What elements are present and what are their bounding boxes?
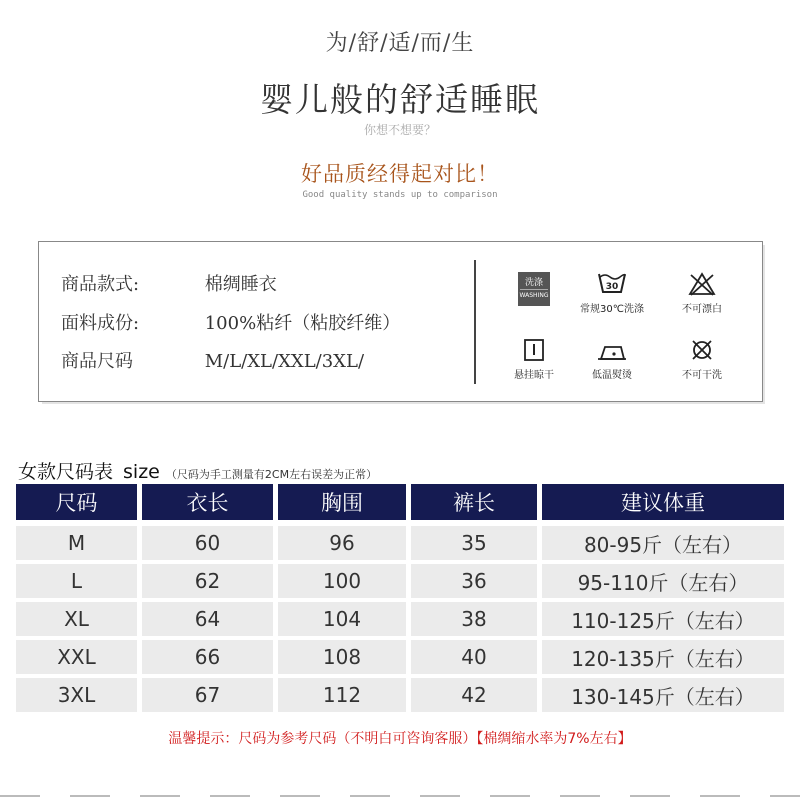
care-low-iron bbox=[573, 334, 651, 381]
table-cell: L bbox=[16, 564, 137, 598]
care-label: 不可漂白 bbox=[682, 304, 722, 315]
table-cell: 130-145斤（左右） bbox=[542, 678, 784, 712]
care-no-bleach bbox=[663, 268, 741, 315]
care-hang-dry bbox=[495, 334, 573, 381]
table-cell: 66 bbox=[142, 640, 273, 674]
washing-label-icon: 洗涤 WASHING bbox=[518, 272, 550, 306]
table-cell: 100 bbox=[278, 564, 406, 598]
care-wash-30 bbox=[573, 268, 651, 315]
quality-slogan-en: Good quality stands up to comparison bbox=[302, 190, 498, 200]
table-cell: XXL bbox=[16, 640, 137, 674]
table-cell: 80-95斤（左右） bbox=[542, 526, 784, 560]
table-header-cell: 胸围 bbox=[278, 484, 406, 520]
table-cell: 108 bbox=[278, 640, 406, 674]
info-row-sizes bbox=[61, 347, 364, 377]
info-row-style bbox=[61, 270, 277, 300]
info-label: 商品款式: bbox=[61, 274, 140, 295]
subtitle-question: 你想不想要？ bbox=[363, 123, 436, 137]
bottom-decoration bbox=[0, 795, 800, 797]
info-label: 商品尺码 bbox=[61, 351, 133, 372]
low-iron-icon bbox=[597, 342, 627, 362]
table-cell: 64 bbox=[142, 602, 273, 636]
table-cell: 62 bbox=[142, 564, 273, 598]
table-cell: XL bbox=[16, 602, 137, 636]
size-tip: 温馨提示：尺码为参考尺码（不明白可咨询客服）【棉绸缩水率为7%左右】 bbox=[168, 731, 632, 747]
table-cell: 35 bbox=[411, 526, 537, 560]
table-header-cell: 建议体重 bbox=[542, 484, 784, 520]
table-cell: 67 bbox=[142, 678, 273, 712]
info-value: M/L/XL/XXL/3XL/ bbox=[204, 351, 365, 372]
no-dry-clean-icon bbox=[690, 338, 714, 362]
table-cell: M bbox=[16, 526, 137, 560]
table-cell: 36 bbox=[411, 564, 537, 598]
hang-dry-icon bbox=[523, 338, 545, 362]
headline: 婴儿般的舒适睡眠 bbox=[260, 80, 540, 119]
quality-slogan: 好品质经得起对比！ bbox=[301, 162, 499, 186]
table-cell: 95-110斤（左右） bbox=[542, 564, 784, 598]
table-cell: 110-125斤（左右） bbox=[542, 602, 784, 636]
info-value: 100%粘纤（粘胶纤维） bbox=[204, 313, 401, 334]
care-label: 悬挂晾干 bbox=[514, 370, 554, 381]
table-header-cell: 衣长 bbox=[142, 484, 273, 520]
product-info-box bbox=[38, 241, 763, 402]
wash-30-icon bbox=[597, 270, 627, 296]
info-label: 面料成份: bbox=[61, 313, 140, 334]
table-cell: 42 bbox=[411, 678, 537, 712]
no-bleach-icon bbox=[688, 272, 716, 296]
table-cell: 38 bbox=[411, 602, 537, 636]
info-value: 棉绸睡衣 bbox=[204, 274, 277, 295]
slogan: 为/舒/适/而/生 bbox=[325, 31, 475, 56]
table-header-cell: 裤长 bbox=[411, 484, 537, 520]
care-label: 常规30℃洗涤 bbox=[580, 304, 644, 315]
table-cell: 104 bbox=[278, 602, 406, 636]
table-cell: 3XL bbox=[16, 678, 137, 712]
size-chart-title: 女款尺码表 size （尺码为手工测量有2CM左右误差为正常） bbox=[18, 461, 378, 483]
care-label: 低温熨烫 bbox=[592, 370, 632, 381]
care-no-dry-clean bbox=[663, 334, 741, 381]
care-label: 不可干洗 bbox=[682, 370, 722, 381]
info-divider bbox=[474, 260, 476, 384]
care-washing-box bbox=[495, 268, 573, 306]
size-chart-note: （尺码为手工测量有2CM左右误差为正常） bbox=[165, 468, 378, 481]
info-row-fabric bbox=[61, 309, 400, 339]
svg-text:30: 30 bbox=[605, 282, 619, 292]
table-cell: 60 bbox=[142, 526, 273, 560]
table-cell: 120-135斤（左右） bbox=[542, 640, 784, 674]
table-cell: 112 bbox=[278, 678, 406, 712]
table-header-cell: 尺码 bbox=[16, 484, 137, 520]
table-cell: 96 bbox=[278, 526, 406, 560]
table-cell: 40 bbox=[411, 640, 537, 674]
